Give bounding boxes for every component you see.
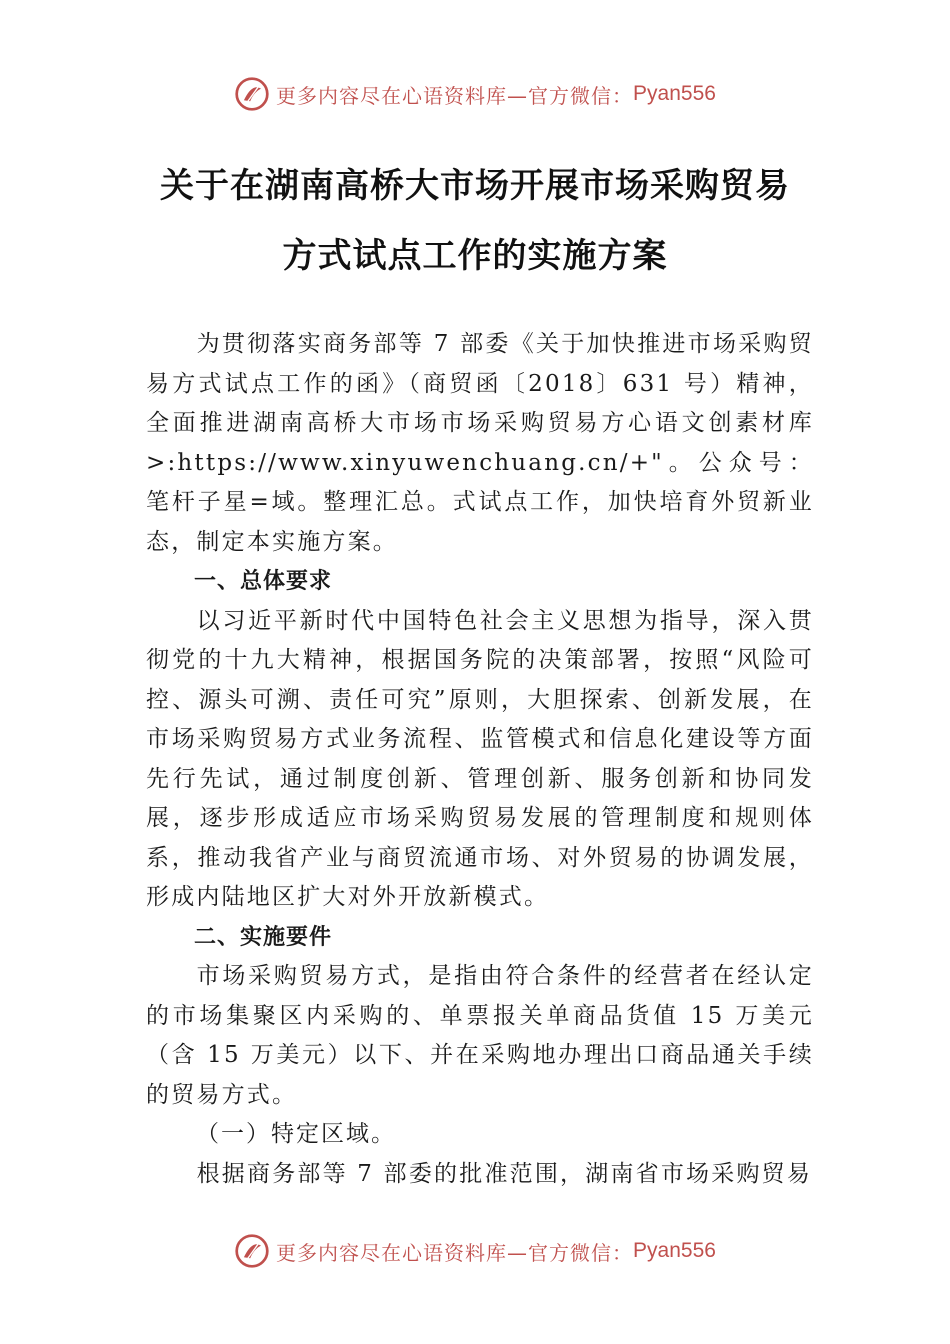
watermark-text: 更多内容尽在心语资料库—官方微信： bbox=[276, 1240, 634, 1265]
watermark-banner-bottom bbox=[0, 1229, 950, 1273]
watermark-logo-icon bbox=[234, 1233, 270, 1269]
watermark-logo-icon bbox=[234, 76, 270, 112]
watermark-text: 更多内容尽在心语资料库—官方微信： bbox=[276, 83, 634, 108]
section-2-paragraph: 市场采购贸易方式，是指由符合条件的经营者在经认定的市场集聚区内采购的、单票报关单商品货值 15 万美元（含 15 万美元）以下、并在采购地办理出口商品通关手续的贸易方式。 bbox=[146, 963, 814, 1108]
document-title-line-1: 关于在湖南高桥大市场开展市场采购贸易 bbox=[160, 166, 790, 206]
document-body bbox=[146, 325, 814, 1194]
intro-text-part-1: 为贯彻落实商务部等 7 部委《关于加快推进市场采购贸易方式试点工作的函》（商贸函〔2018〕631 号）精神，全面推进湖南高桥大市场市场采购贸易方心语文创素材库>: bbox=[146, 331, 814, 476]
subsection-heading-1: （一）特定区域。 bbox=[196, 1121, 396, 1147]
watermark-banner-top bbox=[0, 72, 950, 116]
section-1-paragraph: 以习近平新时代中国特色社会主义思想为指导，深入贯彻党的十九大精神，根据国务院的决策部署，按照“风险可控、源头可溯、责任可究”原则，大胆探索、创新发展，在市场采购贸易方式业务流程、监管模式和信息化建设等方面先行先试，通过制度创新、管理创新、服务创新和协同发展，逐步形成适应市场采购贸易发展的管理制度和规则体系，推动我省产业与商贸流通市场、对外贸易的协调发展，形成内陆地区扩大对外开放新模式。 bbox=[146, 607, 814, 910]
intro-text-part-2: https://www.xinyuwenchuang.cn/+"。公众号：笔杆子星=域。整理汇总。式试点工作，加快培育外贸新业态，制定本实施方案。 bbox=[146, 449, 814, 555]
intro-paragraph bbox=[146, 325, 814, 562]
watermark-id: Pyan556 bbox=[633, 1239, 716, 1262]
section-heading-2: 二、实施要件 bbox=[194, 924, 333, 950]
section-heading-1: 一、总体要求 bbox=[194, 569, 333, 594]
subsection-1-paragraph: 根据商务部等 7 部委的批准范围，湖南省市场采购贸易 bbox=[196, 1160, 813, 1187]
document-title-line-2: 方式试点工作的实施方案 bbox=[282, 236, 668, 276]
watermark-id: Pyan556 bbox=[633, 82, 716, 105]
